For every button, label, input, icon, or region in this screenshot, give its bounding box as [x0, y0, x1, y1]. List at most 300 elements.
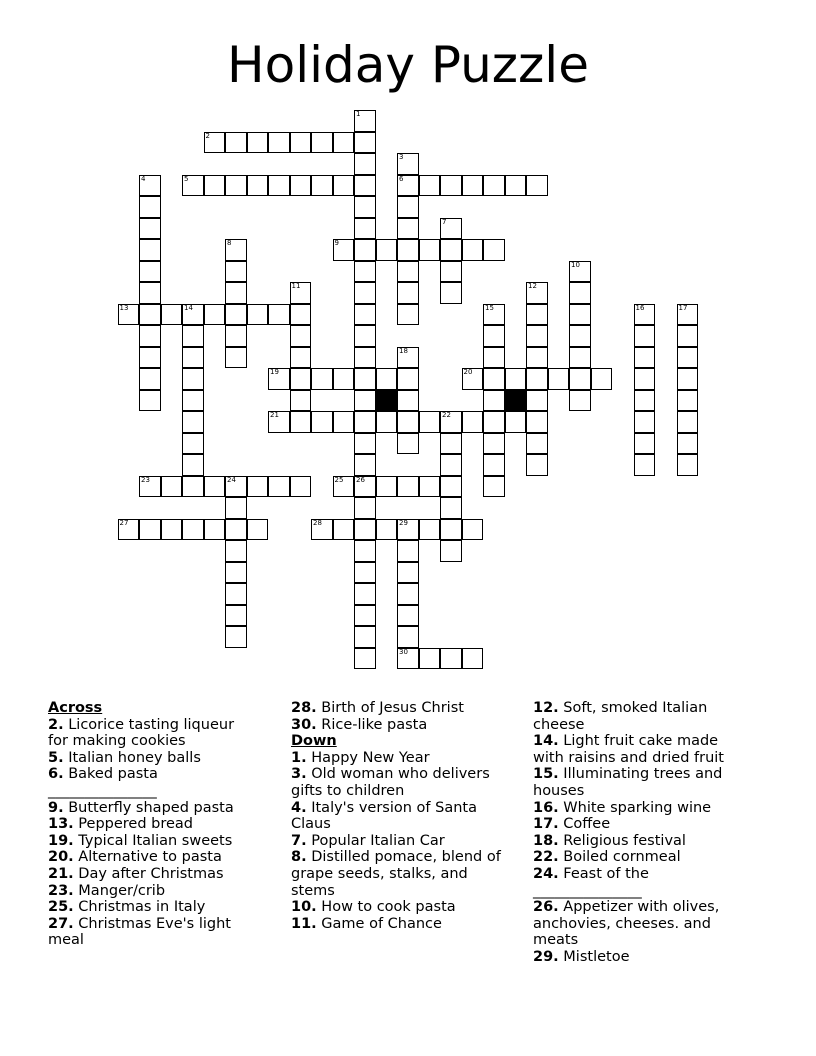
- grid-cell[interactable]: [354, 325, 376, 347]
- grid-cell[interactable]: [569, 368, 591, 390]
- clue-number: 22: [442, 411, 451, 419]
- clue-item: [48, 816, 248, 833]
- grid-cell[interactable]: [440, 648, 462, 670]
- grid-cell[interactable]: [225, 583, 247, 605]
- grid-cell[interactable]: [397, 648, 419, 670]
- clue-number: 28: [313, 518, 322, 527]
- grid-cell[interactable]: [397, 347, 419, 369]
- clue-item-number: 10.: [291, 899, 317, 916]
- grid-cell[interactable]: [440, 282, 462, 304]
- clue-item-number: 8.: [291, 849, 307, 866]
- clues-column-1: [48, 700, 248, 949]
- grid-cell[interactable]: [161, 519, 183, 541]
- grid-cell[interactable]: [139, 476, 161, 498]
- clue-item-text: Peppered bread: [78, 816, 194, 833]
- clue-item-number: 4.: [291, 799, 307, 816]
- clue-item-text: Old woman who delivers gifts to children: [291, 766, 490, 799]
- grid-cell[interactable]: [290, 368, 312, 390]
- grid-cell[interactable]: [139, 239, 161, 261]
- grid-cell[interactable]: [225, 476, 247, 498]
- grid-cell[interactable]: [354, 648, 376, 670]
- grid-cell[interactable]: [440, 497, 462, 519]
- grid-cell[interactable]: [311, 411, 333, 433]
- grid-cell[interactable]: [161, 476, 183, 498]
- grid-cell[interactable]: [419, 519, 441, 541]
- grid-cell[interactable]: [419, 411, 441, 433]
- grid-cell[interactable]: [634, 411, 656, 433]
- clue-number: 6: [399, 174, 404, 183]
- grid-cell[interactable]: [397, 196, 419, 218]
- grid-cell[interactable]: [634, 304, 656, 326]
- grid-cell[interactable]: [311, 175, 333, 197]
- clue-item: [533, 866, 743, 899]
- clue-item-text: Italian honey balls: [68, 749, 201, 766]
- clue-item: [48, 866, 248, 883]
- grid-cell[interactable]: [225, 282, 247, 304]
- clue-item: [48, 766, 248, 799]
- grid-cell[interactable]: [333, 411, 355, 433]
- grid-cell[interactable]: [526, 325, 548, 347]
- clue-item: [48, 833, 248, 850]
- grid-cell[interactable]: [182, 433, 204, 455]
- page-title: Holiday Puzzle: [227, 36, 589, 94]
- grid-cell[interactable]: [354, 497, 376, 519]
- grid-cell[interactable]: [268, 476, 290, 498]
- clue-number: 19: [270, 368, 279, 376]
- grid-cell[interactable]: [397, 261, 419, 283]
- clue-number: 3: [399, 153, 404, 161]
- grid-cell[interactable]: [397, 175, 419, 197]
- clue-item-number: 6.: [48, 766, 64, 783]
- clue-item-number: 11.: [291, 915, 317, 932]
- grid-cell[interactable]: [548, 368, 570, 390]
- grid-cell[interactable]: [505, 411, 527, 433]
- grid-cell[interactable]: [677, 347, 699, 369]
- grid-cell[interactable]: [440, 261, 462, 283]
- grid-cell[interactable]: [397, 583, 419, 605]
- clue-item-number: 15.: [533, 766, 559, 783]
- clue-number: 11: [291, 282, 301, 290]
- grid-cell[interactable]: [290, 347, 312, 369]
- grid-cell[interactable]: [397, 540, 419, 562]
- grid-cell[interactable]: [483, 390, 505, 412]
- grid-cell[interactable]: [440, 218, 462, 240]
- grid-cell[interactable]: [397, 411, 419, 433]
- grid-cell[interactable]: [397, 433, 419, 455]
- clue-number: 8: [227, 239, 232, 247]
- clue-item: [48, 717, 248, 750]
- grid-cell[interactable]: [182, 175, 204, 197]
- grid-cell[interactable]: [225, 325, 247, 347]
- clue-number: 1: [356, 110, 361, 118]
- grid-cell[interactable]: [440, 454, 462, 476]
- clues-column-2: [291, 700, 506, 932]
- grid-cell[interactable]: [139, 261, 161, 283]
- grid-cell[interactable]: [354, 132, 376, 154]
- grid-cell[interactable]: [483, 368, 505, 390]
- grid-cell[interactable]: [634, 347, 656, 369]
- clue-number: 12: [528, 282, 537, 290]
- grid-cell[interactable]: [526, 175, 548, 197]
- clue-number: 25: [334, 475, 344, 484]
- grid-cell[interactable]: [483, 476, 505, 498]
- clue-item-number: 2.: [48, 716, 64, 733]
- grid-cell[interactable]: [397, 562, 419, 584]
- clue-item: [291, 717, 506, 734]
- clue-item-text: Soft, smoked Italian cheese: [533, 700, 708, 733]
- grid-cell[interactable]: [311, 368, 333, 390]
- grid-cell[interactable]: [483, 411, 505, 433]
- grid-cell[interactable]: [677, 411, 699, 433]
- clue-number: 27: [119, 518, 129, 527]
- black-cell: [376, 390, 398, 412]
- clue-number: 18: [399, 346, 408, 355]
- grid-cell[interactable]: [139, 347, 161, 369]
- grid-cell[interactable]: [354, 368, 376, 390]
- clue-item-text: Italy's version of Santa Claus: [291, 799, 477, 833]
- grid-cell[interactable]: [526, 390, 548, 412]
- grid-cell[interactable]: [397, 218, 419, 240]
- grid-cell[interactable]: [526, 454, 548, 476]
- clue-item: [48, 849, 248, 866]
- clue-item-number: 7.: [291, 832, 307, 849]
- grid-cell[interactable]: [569, 282, 591, 304]
- clue-number: 15: [485, 303, 494, 312]
- grid-cell[interactable]: [268, 368, 290, 390]
- grid-cell[interactable]: [634, 390, 656, 412]
- grid-cell[interactable]: [397, 605, 419, 627]
- grid-cell[interactable]: [225, 347, 247, 369]
- clue-item-text: Birth of Jesus Christ: [321, 700, 464, 716]
- grid-cell[interactable]: [161, 304, 183, 326]
- grid-cell[interactable]: [290, 304, 312, 326]
- grid-cell[interactable]: [354, 476, 376, 498]
- clue-item-text: Typical Italian sweets: [78, 832, 233, 849]
- clue-number: 23: [141, 475, 150, 484]
- clue-item: [291, 916, 506, 933]
- clue-item-number: 24.: [533, 865, 559, 882]
- grid-cell[interactable]: [462, 519, 484, 541]
- grid-cell[interactable]: [376, 411, 398, 433]
- grid-cell[interactable]: [204, 519, 226, 541]
- grid-cell[interactable]: [419, 239, 441, 261]
- grid-cell[interactable]: [462, 239, 484, 261]
- clue-item-text: Feast of the _______________: [533, 865, 649, 899]
- grid-cell[interactable]: [397, 390, 419, 412]
- grid-cell[interactable]: [376, 519, 398, 541]
- grid-cell[interactable]: [247, 476, 269, 498]
- grid-cell[interactable]: [354, 433, 376, 455]
- grid-cell[interactable]: [118, 304, 140, 326]
- clue-number: 10: [571, 260, 580, 269]
- grid-cell[interactable]: [569, 261, 591, 283]
- grid-cell[interactable]: [354, 390, 376, 412]
- grid-cell[interactable]: [139, 325, 161, 347]
- grid-cell[interactable]: [182, 368, 204, 390]
- grid-cell[interactable]: [182, 325, 204, 347]
- clue-item-number: 5.: [48, 749, 64, 766]
- grid-cell[interactable]: [225, 304, 247, 326]
- grid-cell[interactable]: [139, 390, 161, 412]
- grid-cell[interactable]: [440, 519, 462, 541]
- grid-cell[interactable]: [505, 368, 527, 390]
- grid-cell[interactable]: [569, 390, 591, 412]
- grid-cell[interactable]: [397, 153, 419, 175]
- grid-cell[interactable]: [677, 304, 699, 326]
- grid-cell[interactable]: [397, 368, 419, 390]
- clue-item-text: Distilled pomace, blend of grape seeds, stalks, and stems: [291, 849, 501, 899]
- grid-cell[interactable]: [118, 519, 140, 541]
- clue-item-text: Baked pasta _______________: [48, 766, 158, 799]
- grid-cell[interactable]: [354, 218, 376, 240]
- grid-cell[interactable]: [268, 175, 290, 197]
- clue-item-text: Day after Christmas: [78, 865, 224, 882]
- grid-cell[interactable]: [440, 175, 462, 197]
- clue-item-number: 16.: [533, 799, 559, 816]
- grid-cell[interactable]: [225, 239, 247, 261]
- clue-item: [48, 916, 248, 949]
- grid-cell[interactable]: [354, 454, 376, 476]
- clue-item-text: Licorice tasting liqueur for making cookies: [48, 716, 235, 750]
- grid-cell[interactable]: [440, 239, 462, 261]
- grid-cell[interactable]: [462, 411, 484, 433]
- grid-cell[interactable]: [483, 239, 505, 261]
- grid-cell[interactable]: [397, 282, 419, 304]
- grid-cell[interactable]: [462, 648, 484, 670]
- grid-cell[interactable]: [182, 411, 204, 433]
- grid-cell[interactable]: [333, 476, 355, 498]
- clue-item-number: 22.: [533, 849, 559, 866]
- grid-cell[interactable]: [268, 304, 290, 326]
- grid-cell[interactable]: [354, 282, 376, 304]
- grid-cell[interactable]: [505, 175, 527, 197]
- grid-cell[interactable]: [376, 239, 398, 261]
- grid-cell[interactable]: [139, 218, 161, 240]
- clue-item: [533, 766, 743, 799]
- clue-item-text: Butterfly shaped pasta: [68, 799, 234, 816]
- clue-item: [291, 833, 506, 850]
- grid-cell[interactable]: [139, 175, 161, 197]
- grid-cell[interactable]: [354, 304, 376, 326]
- grid-cell[interactable]: [247, 132, 269, 154]
- grid-cell[interactable]: [139, 519, 161, 541]
- grid-cell[interactable]: [247, 304, 269, 326]
- grid-cell[interactable]: [311, 519, 333, 541]
- grid-cell[interactable]: [290, 132, 312, 154]
- grid-cell[interactable]: [268, 132, 290, 154]
- grid-cell[interactable]: [354, 626, 376, 648]
- grid-cell[interactable]: [247, 519, 269, 541]
- grid-cell[interactable]: [225, 175, 247, 197]
- grid-cell[interactable]: [440, 433, 462, 455]
- clue-number: 16: [635, 303, 645, 312]
- clue-number: 5: [184, 174, 189, 183]
- grid-cell[interactable]: [354, 239, 376, 261]
- grid-cell[interactable]: [354, 540, 376, 562]
- clue-item-number: 23.: [48, 882, 74, 899]
- grid-cell[interactable]: [677, 368, 699, 390]
- grid-cell[interactable]: [634, 368, 656, 390]
- clue-number: 14: [184, 303, 193, 312]
- grid-cell[interactable]: [225, 497, 247, 519]
- grid-cell[interactable]: [204, 132, 226, 154]
- grid-cell[interactable]: [354, 175, 376, 197]
- grid-cell[interactable]: [268, 411, 290, 433]
- grid-cell[interactable]: [225, 562, 247, 584]
- grid-cell[interactable]: [483, 304, 505, 326]
- grid-cell[interactable]: [677, 390, 699, 412]
- grid-cell[interactable]: [182, 390, 204, 412]
- clue-item-text: Coffee: [563, 816, 611, 833]
- clue-number: 26: [356, 475, 365, 484]
- grid-cell[interactable]: [182, 454, 204, 476]
- clue-item-text: Illuminating trees and houses: [533, 766, 723, 799]
- clue-item-text: Religious festival: [563, 832, 686, 849]
- clue-item-number: 30.: [291, 716, 317, 733]
- grid-cell[interactable]: [311, 132, 333, 154]
- grid-cell[interactable]: [526, 304, 548, 326]
- grid-cell[interactable]: [483, 325, 505, 347]
- grid-cell[interactable]: [397, 626, 419, 648]
- clue-item: [48, 800, 248, 817]
- grid-cell[interactable]: [440, 540, 462, 562]
- grid-cell[interactable]: [354, 605, 376, 627]
- grid-cell[interactable]: [440, 476, 462, 498]
- grid-cell[interactable]: [677, 454, 699, 476]
- grid-cell[interactable]: [333, 519, 355, 541]
- grid-cell[interactable]: [333, 175, 355, 197]
- clue-number: 29: [399, 518, 408, 527]
- grid-cell[interactable]: [354, 583, 376, 605]
- grid-cell[interactable]: [526, 347, 548, 369]
- grid-cell[interactable]: [569, 325, 591, 347]
- clue-item-number: 26.: [533, 899, 559, 916]
- grid-cell[interactable]: [290, 390, 312, 412]
- grid-cell[interactable]: [225, 132, 247, 154]
- grid-cell[interactable]: [204, 476, 226, 498]
- grid-cell[interactable]: [204, 304, 226, 326]
- clue-item-number: 14.: [533, 733, 559, 750]
- grid-cell[interactable]: [225, 519, 247, 541]
- grid-cell[interactable]: [139, 196, 161, 218]
- grid-cell[interactable]: [354, 261, 376, 283]
- grid-cell[interactable]: [526, 411, 548, 433]
- grid-cell[interactable]: [526, 433, 548, 455]
- clue-item-number: 21.: [48, 865, 74, 882]
- clue-item-number: 29.: [533, 948, 559, 965]
- grid-cell[interactable]: [354, 411, 376, 433]
- clue-item: [291, 899, 506, 916]
- grid-cell[interactable]: [591, 368, 613, 390]
- grid-cell[interactable]: [462, 368, 484, 390]
- grid-cell[interactable]: [225, 626, 247, 648]
- grid-cell[interactable]: [483, 175, 505, 197]
- grid-cell[interactable]: [139, 368, 161, 390]
- grid-cell[interactable]: [182, 304, 204, 326]
- clue-item: [291, 750, 506, 767]
- clue-item-text: Boiled cornmeal: [563, 849, 681, 866]
- grid-cell[interactable]: [397, 304, 419, 326]
- grid-cell[interactable]: [290, 325, 312, 347]
- clue-item: [533, 733, 743, 766]
- grid-cell[interactable]: [419, 476, 441, 498]
- grid-cell[interactable]: [225, 540, 247, 562]
- grid-cell[interactable]: [354, 562, 376, 584]
- grid-cell[interactable]: [419, 175, 441, 197]
- grid-cell[interactable]: [290, 282, 312, 304]
- grid-cell[interactable]: [182, 519, 204, 541]
- clue-item-text: Alternative to pasta: [78, 849, 222, 866]
- grid-cell[interactable]: [139, 304, 161, 326]
- grid-cell[interactable]: [333, 239, 355, 261]
- section-heading: Across: [48, 700, 103, 716]
- grid-cell[interactable]: [225, 261, 247, 283]
- clue-item-text: Christmas Eve's light meal: [48, 915, 231, 949]
- clue-item: [533, 949, 743, 966]
- grid-cell[interactable]: [397, 476, 419, 498]
- grid-cell[interactable]: [225, 605, 247, 627]
- clue-item-text: How to cook pasta: [321, 899, 456, 916]
- grid-cell[interactable]: [634, 433, 656, 455]
- grid-cell[interactable]: [139, 282, 161, 304]
- grid-cell[interactable]: [354, 110, 376, 132]
- grid-cell[interactable]: [419, 648, 441, 670]
- clue-number: 13: [119, 303, 129, 312]
- grid-cell[interactable]: [376, 368, 398, 390]
- grid-cell[interactable]: [354, 519, 376, 541]
- grid-cell[interactable]: [462, 175, 484, 197]
- grid-cell[interactable]: [483, 454, 505, 476]
- grid-cell[interactable]: [290, 411, 312, 433]
- clue-item-number: 20.: [48, 849, 74, 866]
- clue-item-text: Rice-like pasta: [321, 716, 428, 733]
- grid-cell[interactable]: [569, 347, 591, 369]
- grid-cell[interactable]: [677, 325, 699, 347]
- grid-cell[interactable]: [182, 347, 204, 369]
- grid-cell[interactable]: [397, 519, 419, 541]
- grid-cell[interactable]: [354, 347, 376, 369]
- grid-cell[interactable]: [290, 175, 312, 197]
- grid-cell[interactable]: [376, 476, 398, 498]
- grid-cell[interactable]: [677, 433, 699, 455]
- grid-cell[interactable]: [354, 153, 376, 175]
- grid-cell[interactable]: [634, 325, 656, 347]
- grid-cell[interactable]: [569, 304, 591, 326]
- clue-item: [533, 816, 743, 833]
- grid-cell[interactable]: [483, 347, 505, 369]
- grid-cell[interactable]: [397, 239, 419, 261]
- clue-item: [291, 766, 506, 799]
- clue-item-number: 27.: [48, 915, 74, 932]
- grid-cell[interactable]: [333, 368, 355, 390]
- grid-cell[interactable]: [354, 196, 376, 218]
- grid-cell[interactable]: [182, 476, 204, 498]
- grid-cell[interactable]: [247, 175, 269, 197]
- grid-cell[interactable]: [440, 411, 462, 433]
- grid-cell[interactable]: [204, 175, 226, 197]
- grid-cell[interactable]: [333, 132, 355, 154]
- clue-item: [533, 899, 743, 949]
- grid-cell[interactable]: [526, 282, 548, 304]
- clue-item-text: Christmas in Italy: [78, 899, 206, 916]
- clue-item: [48, 899, 248, 916]
- grid-cell[interactable]: [483, 433, 505, 455]
- section-heading: Down: [291, 733, 337, 750]
- grid-cell[interactable]: [634, 454, 656, 476]
- grid-cell[interactable]: [526, 368, 548, 390]
- grid-cell[interactable]: [290, 476, 312, 498]
- clue-item-number: 13.: [48, 816, 74, 833]
